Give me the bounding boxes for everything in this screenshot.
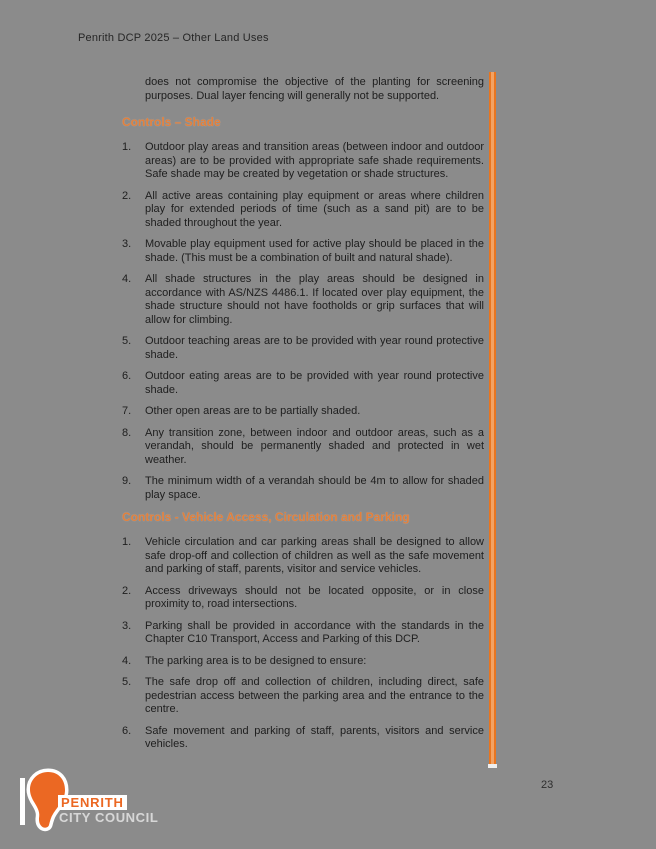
intro-paragraph: does not compromise the objective of the planting for screening purposes. Dual layer fencing will generally not be supported.	[145, 76, 484, 102]
list-item	[122, 620, 484, 647]
list-item-text: The parking area is to be designed to ensure:	[145, 654, 367, 667]
list-item	[122, 273, 484, 327]
list-item-number: 5.	[122, 335, 132, 347]
list-item-number: 3.	[122, 238, 132, 250]
list-item	[122, 655, 484, 669]
list-item	[122, 335, 484, 362]
list-item	[122, 536, 484, 577]
section-heading-vehicle-access: Controls - Vehicle Access, Circulation and Parking	[122, 510, 410, 524]
revision-change-bar-end	[488, 764, 497, 768]
list-item-text: Outdoor eating areas are to be provided with year round protective shade.	[145, 370, 484, 396]
list-item-number: 5.	[122, 676, 132, 688]
list-item-text: All active areas containing play equipment or areas where children play for extended periods of time (such as a sand pit) are to be shaded throughout the year.	[145, 189, 484, 229]
list-item	[122, 725, 484, 752]
list-item-text: Safe movement and parking of staff, parents, visitors and service vehicles.	[145, 724, 484, 750]
section-heading-shade: Controls – Shade	[122, 115, 221, 129]
list-item-number: 9.	[122, 475, 132, 487]
list-item	[122, 190, 484, 231]
list-item-text: Other open areas are to be partially shaded.	[145, 405, 361, 417]
document-header-title: Penrith DCP 2025 – Other Land Uses	[78, 32, 269, 44]
list-item	[122, 141, 484, 182]
page-number: 23	[541, 779, 554, 791]
shade-controls-list	[122, 141, 484, 502]
list-item-text: Outdoor play areas and transition areas (between indoor and outdoor areas) are to be provided with appropriate safe shade requirements. Safe shade may be created by vegetation or shade structures.	[145, 141, 484, 180]
list-item-text: Any transition zone, between indoor and outdoor areas, such as a verandah, should be permanently shaded and protected in wet weather.	[145, 426, 484, 466]
list-item-text: All shade structures in the play areas should be designed in accordance with AS/NZS 4486.1. If located over play equipment, the shade structure should not have footholds or grip surfaces that will allow for climbing.	[145, 273, 484, 326]
list-item	[122, 427, 484, 468]
list-item	[122, 475, 484, 502]
list-item-text: Vehicle circulation and car parking areas shall be designed to allow safe drop-off and collection of children as well as the safe movement and parking of staff, parents, visitor and service vehicles.	[145, 536, 484, 575]
list-item	[122, 405, 484, 419]
list-item-number: 6.	[122, 724, 132, 737]
logo-text-penrith: PENRITH	[58, 795, 127, 810]
list-item-text: Movable play equipment used for active play should be placed in the shade. (This must be a combination of built and natural shade).	[145, 238, 484, 264]
penrith-council-logo	[13, 768, 163, 834]
list-item-number: 1.	[122, 141, 132, 153]
list-item-number: 7.	[122, 405, 132, 417]
list-item-number: 2.	[122, 584, 132, 597]
list-item-text: Access driveways should not be located opposite, or in close proximity to, road intersections.	[145, 584, 484, 610]
list-item-number: 1.	[122, 536, 132, 548]
list-item	[122, 585, 484, 612]
list-item-text: The safe drop off and collection of children, including direct, safe pedestrian access between the parking area and the entrance to the centre.	[145, 676, 484, 715]
list-item	[122, 676, 484, 717]
vehicle-access-controls-list	[122, 536, 484, 752]
list-item-number: 4.	[122, 273, 132, 285]
list-item-text: Outdoor teaching areas are to be provided with year round protective shade.	[145, 335, 484, 361]
list-item	[122, 370, 484, 397]
list-item-number: 2.	[122, 189, 132, 202]
list-item-text: The minimum width of a verandah should be 4m to allow for shaded play space.	[145, 475, 484, 501]
list-item-number: 6.	[122, 370, 132, 382]
list-item-number: 4.	[122, 654, 132, 667]
revision-change-bar	[489, 72, 496, 764]
logo-text-city-council: CITY COUNCIL	[59, 810, 159, 825]
list-item-text: Parking shall be provided in accordance with the standards in the Chapter C10 Transport, Access and Parking of this DCP.	[145, 619, 484, 645]
list-item	[122, 238, 484, 265]
list-item-number: 3.	[122, 619, 132, 632]
list-item-number: 8.	[122, 426, 132, 439]
page-content	[122, 76, 484, 760]
